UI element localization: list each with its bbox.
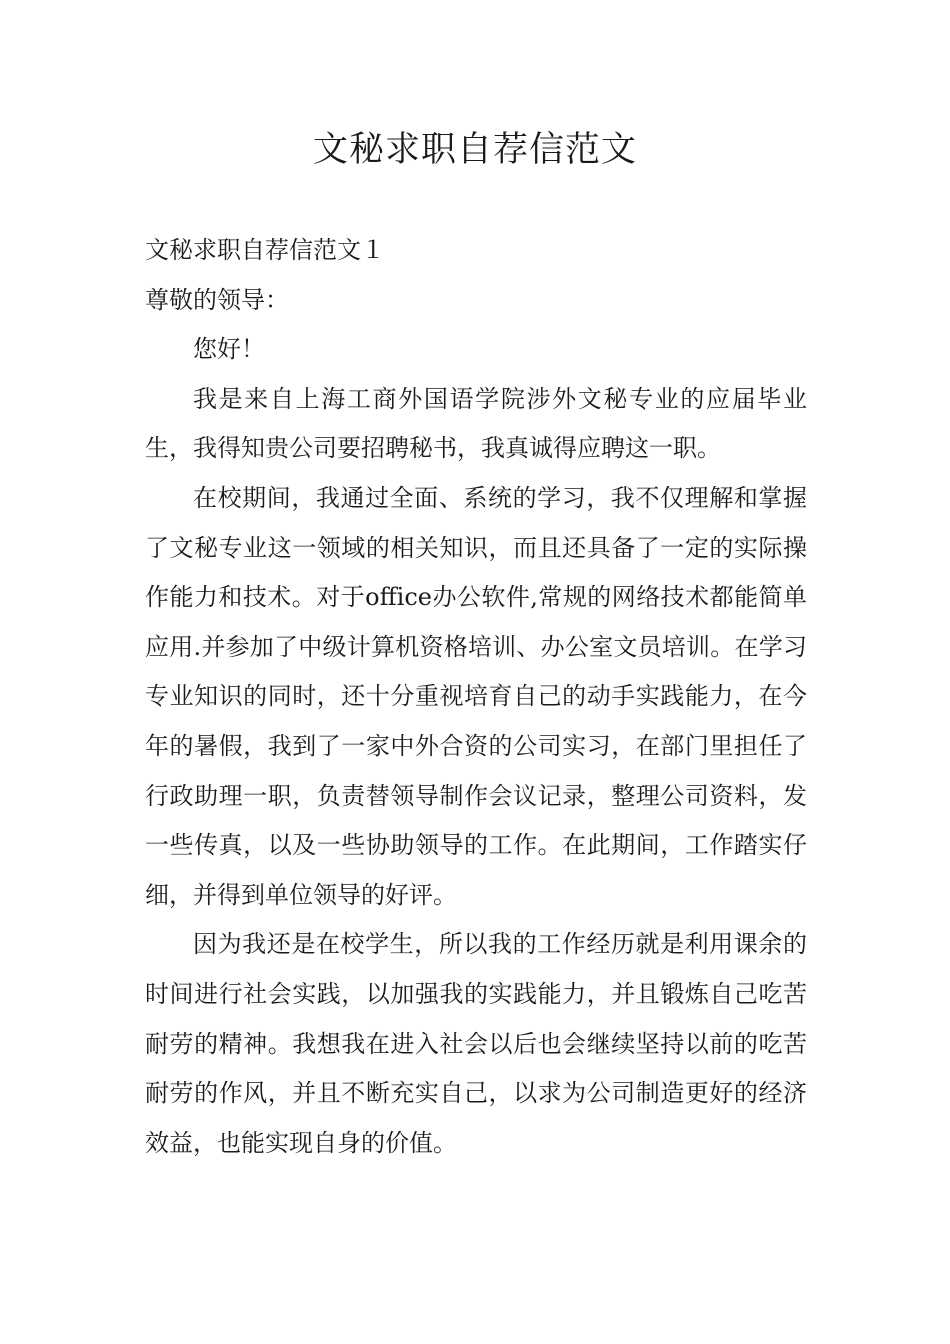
document-title: 文秘求职自荐信范文: [312, 130, 637, 170]
salutation: 尊敬的领导：: [145, 285, 289, 314]
paragraph-intro: 我是来自上海工商外国语学院涉外文秘专业的应届毕业生，我得知贵公司要招聘秘书，我真诚得应聘这一职。: [145, 384, 807, 463]
document-body: [145, 226, 807, 1168]
greeting: 您好！: [193, 335, 265, 364]
paragraph-experience: 因为我还是在校学生，所以我的工作经历就是利用课余的时间进行社会实践，以加强我的实践能力，并且锻炼自己吃苦耐劳的精神。我想我在进入社会以后也会继续坚持以前的吃苦耐劳的作风，并且不断充实自己，以求为公司制造更好的经济效益，也能实现自身的价值。: [145, 930, 807, 1157]
section-heading: 文秘求职自荐信范文１: [145, 236, 385, 264]
paragraph-education: 在校期间，我通过全面、系统的学习，我不仅理解和掌握了文秘专业这一领域的相关知识，而且还具备了一定的实际操作能力和技术。对于office办公软件,常规的网络技术都能简单应用.并参加了中级计算机资格培训、办公室文员培训。在学习专业知识的同时，还十分重视培育自己的动手实践能力，在今年的暑假，我到了一家中外合资的公司实习，在部门里担任了行政助理一职，负责替领导制作会议记录，整理公司资料，发一些传真，以及一些协助领导的工作。在此期间，工作踏实仔细，并得到单位领导的好评。: [145, 483, 807, 909]
